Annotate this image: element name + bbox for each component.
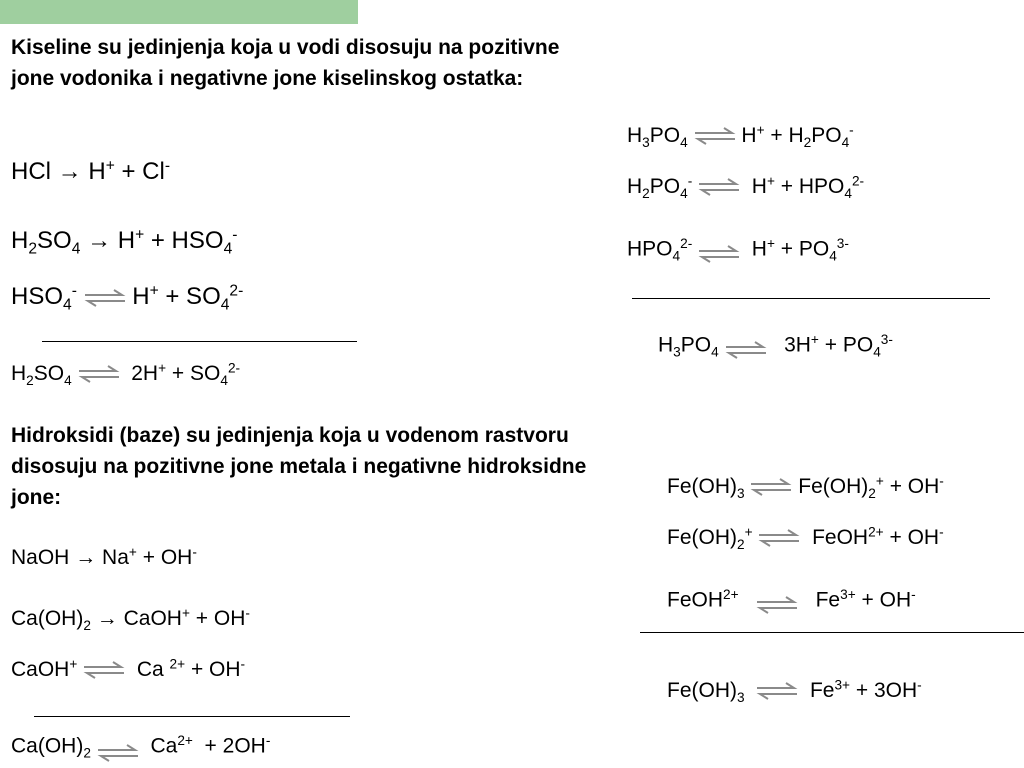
equation-feoh: FeOH$^{2+}$ $Fe^{3+} + OH^-$: [667, 588, 916, 614]
equation-hso4: $HSO_4^-$ $H^+ + SO_4^{2-}$: [11, 282, 244, 314]
equation-h2so4-step1: $H_2SO_4 \to H^+ + HSO_4^-$: [11, 226, 238, 258]
equilibrium-arrow-icon: [758, 529, 800, 547]
equation-caoh: CaOH+ Ca $^{2+}$ + OH-: [11, 656, 246, 681]
equilibrium-arrow-icon: [698, 178, 740, 196]
divider: [42, 341, 357, 342]
equation-h2po4: $H_2PO_4^-$ $H^+ + HPO_4^{2-}$: [627, 173, 865, 201]
equilibrium-arrow-icon: [750, 478, 792, 496]
equation-h2so4-total: $H_2SO_4$ $2H^+ + SO_4^{2-}$: [11, 360, 241, 388]
equation-hcl: HCl → H+ + Cl-: [11, 157, 171, 185]
equation-hpo4: $HPO_4^{2-}$ $H^+ + PO_4^{3-}$: [627, 236, 849, 264]
equilibrium-arrow-icon: [698, 245, 740, 263]
equation-h3po4-step1: $H_3PO_4$ $H^+ + H_2PO_4^-$: [627, 122, 854, 150]
equation-feoh3-step1: $Fe(OH)_3$ $Fe(OH)_2^+ + OH^-$: [667, 473, 944, 501]
equation-feoh3-total: $Fe(OH)_3$ $Fe^{3+} + 3OH^-$: [667, 677, 922, 705]
equilibrium-arrow-icon: [725, 341, 767, 359]
equation-caoh2-total: $Ca(OH)_2$ $Ca^{2+} + 2OH^-$: [11, 733, 271, 761]
base-definition: Hidroksidi (baze) su jedinjenja koja u vodenom rastvoru disosuju na pozitivne jone metala i negativne hidroksidne jone:: [11, 424, 587, 509]
equation-feoh2: $Fe(OH)_2^+$ FeOH$^{2+}$ + OH-: [667, 524, 944, 552]
equation-h3po4-total: $H_3PO_4$ $3H^+ + PO_4^{3-}$: [658, 332, 893, 360]
divider: [632, 298, 990, 299]
equilibrium-arrow-icon: [756, 596, 798, 614]
equilibrium-arrow-icon: [83, 661, 125, 679]
equation-naoh: NaOH → Na+ + OH-: [11, 544, 197, 569]
equilibrium-arrow-icon: [694, 127, 736, 145]
equilibrium-arrow-icon: [756, 682, 798, 700]
header-accent-bar: [0, 0, 358, 24]
equilibrium-arrow-icon: [97, 744, 139, 762]
acid-definition: Kiseline su jedinjenja koja u vodi disosuju na pozitivne jone vodonika i negativne jone kiselinskog ostatka:: [11, 36, 560, 90]
equation-caoh2-step1: $Ca(OH)_2$ → CaOH+ + OH-: [11, 605, 250, 633]
divider: [34, 716, 350, 717]
equilibrium-arrow-icon: [84, 289, 126, 307]
divider: [640, 632, 1024, 633]
equilibrium-arrow-icon: [78, 365, 120, 383]
